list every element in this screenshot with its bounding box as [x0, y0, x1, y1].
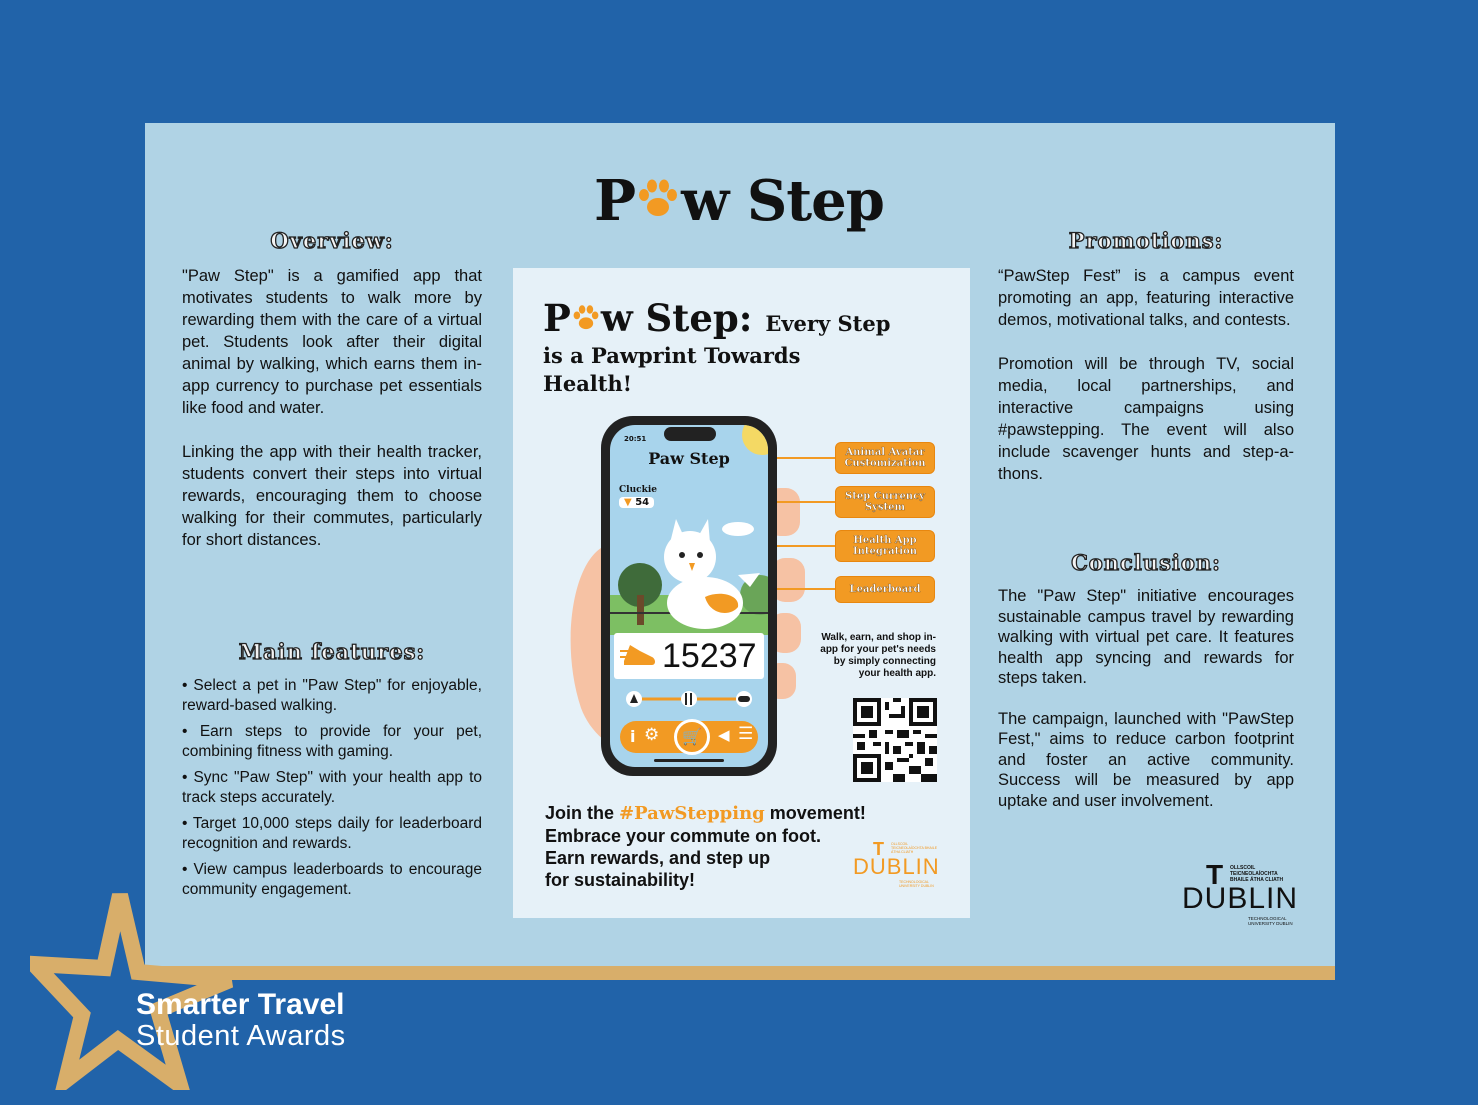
logo-t: T — [1206, 859, 1224, 890]
conclusion-paragraph-2: The campaign, launched with "PawStep Fest," aims to reduce carbon footprint and foster an active community. Success will be measured by app uptake and user involvement. — [998, 709, 1294, 810]
callout-avatar-customization: Animal Avatar Customization — [835, 442, 935, 474]
poster-tagline: Every Step — [765, 311, 891, 336]
awards-line-1: Smarter Travel — [136, 988, 345, 1021]
feature-item: • Select a pet in "Paw Step" for enjoyable, reward-based walking. — [182, 677, 482, 714]
callout-connector — [777, 545, 835, 547]
pet-name: Cluckie — [619, 485, 657, 495]
awards-line-2: Student Awards — [136, 1020, 346, 1052]
step-counter — [614, 633, 764, 679]
logo-english-text: TECHNOLOGICAL UNIVERSITY DUBLIN — [899, 880, 934, 888]
awards-wordmark — [136, 988, 346, 1051]
poster-headline — [543, 296, 890, 340]
phone-mockup — [601, 416, 777, 776]
cta-text: Join the — [545, 803, 615, 823]
overview-paragraph-1: "Paw Step" is a gamified app that motivates students to walk more by rewarding them with the care of a virtual pet. Students look after their digital animal by walking, which earns them in-app currency to purchase pet essentials like food and water. — [182, 267, 482, 417]
feature-item: • Target 10,000 steps daily for leaderboard recognition and rewards. — [182, 815, 482, 852]
cta-hashtag: #PawStepping — [619, 803, 765, 824]
callout-connector — [777, 588, 835, 590]
phone-screen — [610, 425, 768, 767]
promotions-paragraph-1: “PawStep Fest” is a campus event promoting an app, featuring interactive demos, motivational talks, and contests. — [998, 267, 1294, 329]
poster-brand-end: w Step: — [600, 296, 753, 340]
cart-icon: 🛒 — [674, 719, 710, 755]
info-icon: i — [630, 727, 636, 746]
shoe-icon — [620, 641, 658, 671]
coin-badge — [619, 497, 654, 508]
conclusion-title: Conclusion: — [1071, 550, 1221, 575]
coin-count: 54 — [635, 497, 650, 508]
paw-icon — [571, 303, 601, 333]
callout-step-currency: Step Currency System — [835, 486, 935, 518]
callout-connector — [777, 501, 835, 503]
paw-icon — [635, 170, 681, 216]
walk-description: Walk, earn, and shop in-app for your pet's needs by simply connecting your health app. — [820, 632, 936, 679]
phone-nav-bar — [620, 721, 758, 753]
category-bar — [620, 690, 758, 708]
trophy-icon: ▼ — [624, 497, 632, 508]
promotions-title: Promotions: — [1068, 228, 1224, 253]
qr-code — [853, 698, 937, 782]
features-list — [182, 676, 482, 906]
gear-icon: ⚙ — [644, 725, 660, 745]
call-to-action — [545, 802, 905, 891]
main-title-end: w Step — [681, 168, 884, 234]
pet-scene — [610, 515, 768, 635]
feature-item: • Earn steps to provide for your pet, combining fitness with gaming. — [182, 723, 482, 760]
promotions-text — [998, 265, 1294, 507]
overview-title: Overview: — [270, 228, 394, 253]
overview-paragraph-2: Linking the app with their health tracker, students convert their steps into virtual rewards, encouraging them to choose walking for their commutes, particularly for short distances. — [182, 443, 482, 549]
cta-text: movement! — [769, 803, 866, 823]
callout-health-integration: Health App Integration — [835, 530, 935, 562]
logo-irish-text: OLLSCOIL TEICNEOLAÍOCHTA BHAILE ÁTHA CLIATH — [891, 842, 938, 854]
menu-icon: ☰ — [738, 724, 754, 744]
cta-line: Embrace your commute on foot. — [545, 826, 822, 846]
logo-word: DUBLIN — [853, 854, 940, 879]
phone-app-title: Paw Step — [648, 449, 730, 468]
conclusion-paragraph-1: The "Paw Step" initiative encourages sustainable campus travel by rewarding walking with virtual pet care. It features health app syncing and rewards for steps taken. — [998, 587, 1294, 687]
phone-notch — [664, 427, 716, 441]
sound-icon: ◀ — [718, 726, 730, 744]
promotions-paragraph-2: Promotion will be through TV, social media, local partnerships, and interactive campaigns using #pawstepping. The event will also include scavenger hunts and step-a-thons. — [998, 355, 1294, 483]
app-poster — [513, 268, 970, 918]
main-title-start: P — [594, 168, 636, 234]
gold-strip — [145, 966, 1335, 980]
phone-home-indicator — [654, 759, 724, 762]
logo-english-text: TECHNOLOGICAL UNIVERSITY DUBLIN — [1248, 916, 1293, 926]
callout-leaderboard: Leaderboard — [835, 576, 935, 603]
cta-line: Earn rewards, and step up — [545, 848, 771, 868]
poster-brand-start: P — [543, 296, 571, 340]
features-title: Main features: — [238, 639, 426, 664]
step-count: 15237 — [662, 637, 757, 675]
logo-word: DUBLIN — [1182, 882, 1299, 915]
phone-clock: 20:51 — [624, 435, 647, 443]
conclusion-text — [998, 586, 1294, 831]
main-title — [0, 168, 1478, 234]
logo-t: T — [873, 839, 884, 859]
feature-item: • Sync "Paw Step" with your health app to track steps accurately. — [182, 769, 482, 806]
overview-text — [182, 265, 482, 573]
poster-headline-rest: is a Pawprint Towards Health! — [543, 343, 801, 396]
cta-line: for sustainability! — [545, 870, 696, 890]
logo-irish-text: OLLSCOIL TEICNEOLAÍOCHTA BHAILE ÁTHA CLIATH — [1230, 865, 1284, 883]
feature-item: • View campus leaderboards to encourage community engagement. — [182, 861, 482, 898]
callout-connector — [777, 457, 835, 459]
